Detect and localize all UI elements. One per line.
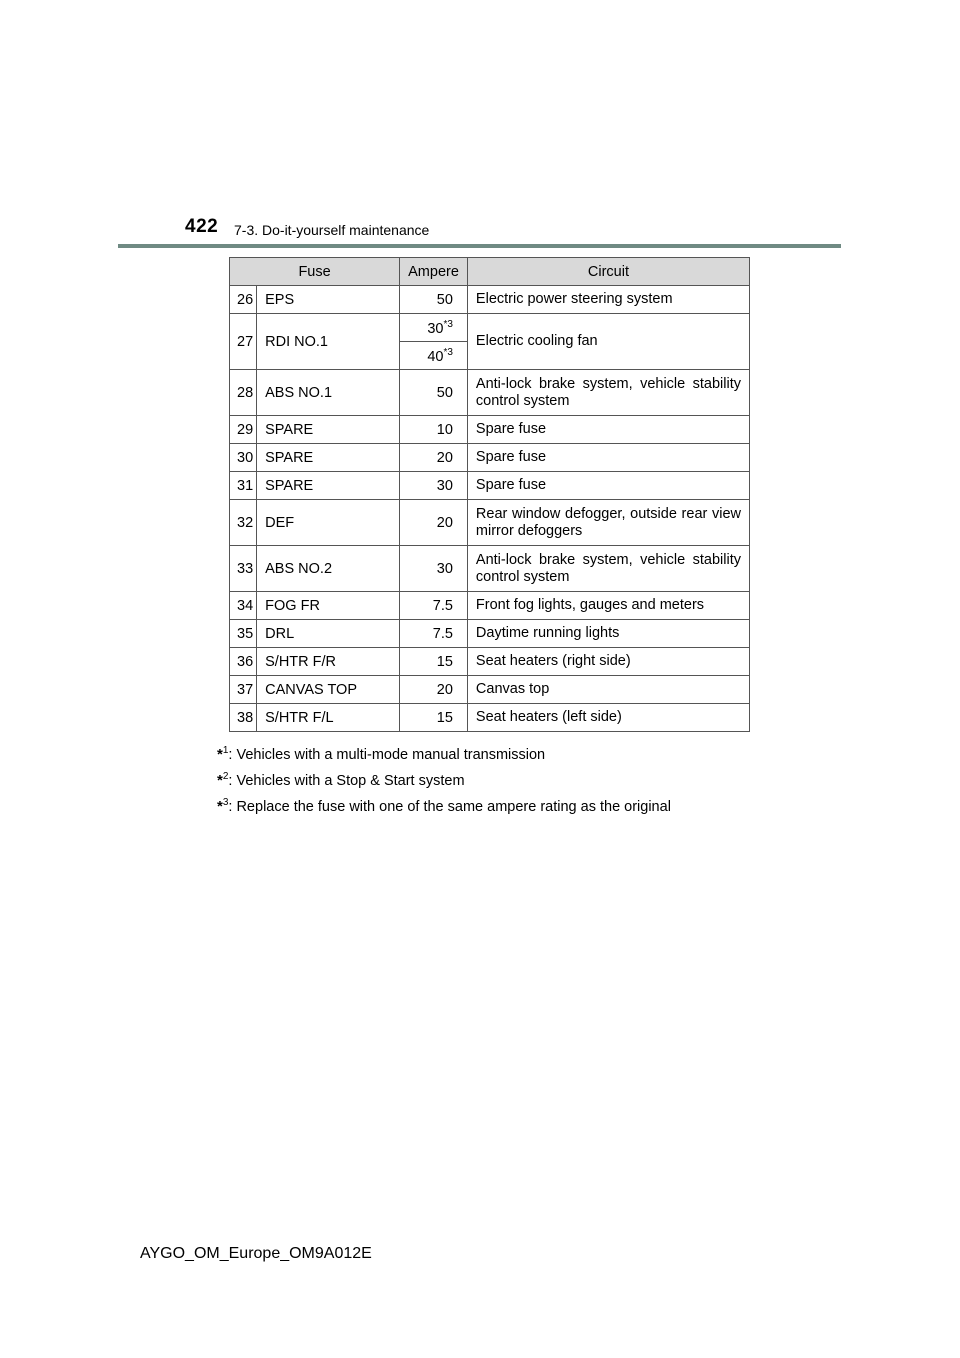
fuse-name: RDI NO.1 xyxy=(257,314,400,370)
table-row xyxy=(230,314,750,342)
document-id: AYGO_OM_Europe_OM9A012E xyxy=(140,1245,372,1262)
fuse-name: DRL xyxy=(257,620,400,648)
fuse-name: DEF xyxy=(257,500,400,546)
fuse-name: SPARE xyxy=(257,444,400,472)
fuse-number: 36 xyxy=(230,648,257,676)
fuse-circuit: Seat heaters (right side) xyxy=(467,648,749,676)
footnote-number: 1 xyxy=(222,745,229,756)
footnote-text: : Vehicles with a Stop & Start system xyxy=(228,773,465,789)
fuse-circuit: Spare fuse xyxy=(467,444,749,472)
table-row xyxy=(230,370,750,416)
fuse-circuit: Canvas top xyxy=(467,676,749,704)
fuse-ampere: 10 xyxy=(400,416,468,444)
section-title: 7-3. Do-it-yourself maintenance xyxy=(234,222,430,238)
fuse-ampere: 30$^{*3}$ xyxy=(400,314,468,342)
table-row xyxy=(230,620,750,648)
fuse-name: S/HTR F/R xyxy=(257,648,400,676)
fuse-circuit: Seat heaters (left side) xyxy=(467,704,749,732)
fuse-circuit: Electric power steering system xyxy=(467,286,749,314)
table-row xyxy=(230,704,750,732)
fuse-ampere: 30 xyxy=(400,472,468,500)
fuse-table xyxy=(229,257,750,732)
fuse-ampere: 20 xyxy=(400,444,468,472)
fuse-circuit: Anti-lock brake system, vehicle stability control system xyxy=(467,546,749,592)
fuse-circuit: Rear window defogger, outside rear view mirror defoggers xyxy=(467,500,749,546)
fuse-number: 26 xyxy=(230,286,257,314)
footnote-marker: *3 xyxy=(443,318,453,330)
table-row xyxy=(230,472,750,500)
fuse-number: 32 xyxy=(230,500,257,546)
table-row xyxy=(230,444,750,472)
table-row xyxy=(230,592,750,620)
fuse-circuit: Front fog lights, gauges and meters xyxy=(467,592,749,620)
fuse-ampere: 40$^{*3}$ xyxy=(400,342,468,370)
fuse-number: 27 xyxy=(230,314,257,370)
footnote xyxy=(217,741,671,767)
fuse-number: 34 xyxy=(230,592,257,620)
fuse-ampere: 20 xyxy=(400,500,468,546)
fuse-name: SPARE xyxy=(257,472,400,500)
fuse-ampere: 50 xyxy=(400,370,468,416)
footnote-asterisk: * xyxy=(217,798,223,815)
fuse-number: 37 xyxy=(230,676,257,704)
fuse-ampere: 30 xyxy=(400,546,468,592)
fuse-circuit: Spare fuse xyxy=(467,472,749,500)
fuse-name: S/HTR F/L xyxy=(257,704,400,732)
fuse-name: FOG FR xyxy=(257,592,400,620)
table-row xyxy=(230,546,750,592)
column-header-circuit: Circuit xyxy=(467,258,749,286)
page-number: 422 xyxy=(185,216,219,237)
fuse-ampere: 50 xyxy=(400,286,468,314)
fuse-name: ABS NO.1 xyxy=(257,370,400,416)
column-header-fuse: Fuse xyxy=(230,258,400,286)
fuse-number: 28 xyxy=(230,370,257,416)
table-header-row xyxy=(230,258,750,286)
table-row xyxy=(230,676,750,704)
table-row xyxy=(230,416,750,444)
footnote xyxy=(217,767,671,793)
footnote-marker: *3 xyxy=(443,346,453,358)
fuse-number: 35 xyxy=(230,620,257,648)
footnote-text: : Vehicles with a multi-mode manual transmission xyxy=(228,747,546,763)
fuse-number: 33 xyxy=(230,546,257,592)
fuse-number: 38 xyxy=(230,704,257,732)
table-row xyxy=(230,500,750,546)
fuse-ampere: 7.5 xyxy=(400,620,468,648)
footnote xyxy=(217,793,671,819)
fuse-name: SPARE xyxy=(257,416,400,444)
fuse-number: 30 xyxy=(230,444,257,472)
fuse-circuit: Daytime running lights xyxy=(467,620,749,648)
table-row xyxy=(230,648,750,676)
fuse-ampere: 20 xyxy=(400,676,468,704)
column-header-ampere: Ampere xyxy=(400,258,468,286)
fuse-circuit: Anti-lock brake system, vehicle stability control system xyxy=(467,370,749,416)
footnote-asterisk: * xyxy=(217,772,223,789)
fuse-ampere: 15 xyxy=(400,648,468,676)
fuse-circuit: Spare fuse xyxy=(467,416,749,444)
fuse-ampere: 15 xyxy=(400,704,468,732)
fuse-circuit: Electric cooling fan xyxy=(467,314,749,370)
fuse-number: 29 xyxy=(230,416,257,444)
footnote-text: : Replace the fuse with one of the same ampere rating as the original xyxy=(228,799,671,815)
header-rule xyxy=(118,244,841,248)
table-row xyxy=(230,286,750,314)
fuse-name: ABS NO.2 xyxy=(257,546,400,592)
fuse-name: EPS xyxy=(257,286,400,314)
footnote-number: 3 xyxy=(222,797,229,808)
footnote-number: 2 xyxy=(222,771,229,782)
footnotes xyxy=(217,741,671,819)
fuse-name: CANVAS TOP xyxy=(257,676,400,704)
fuse-number: 31 xyxy=(230,472,257,500)
footnote-asterisk: * xyxy=(217,746,223,763)
fuse-ampere: 7.5 xyxy=(400,592,468,620)
